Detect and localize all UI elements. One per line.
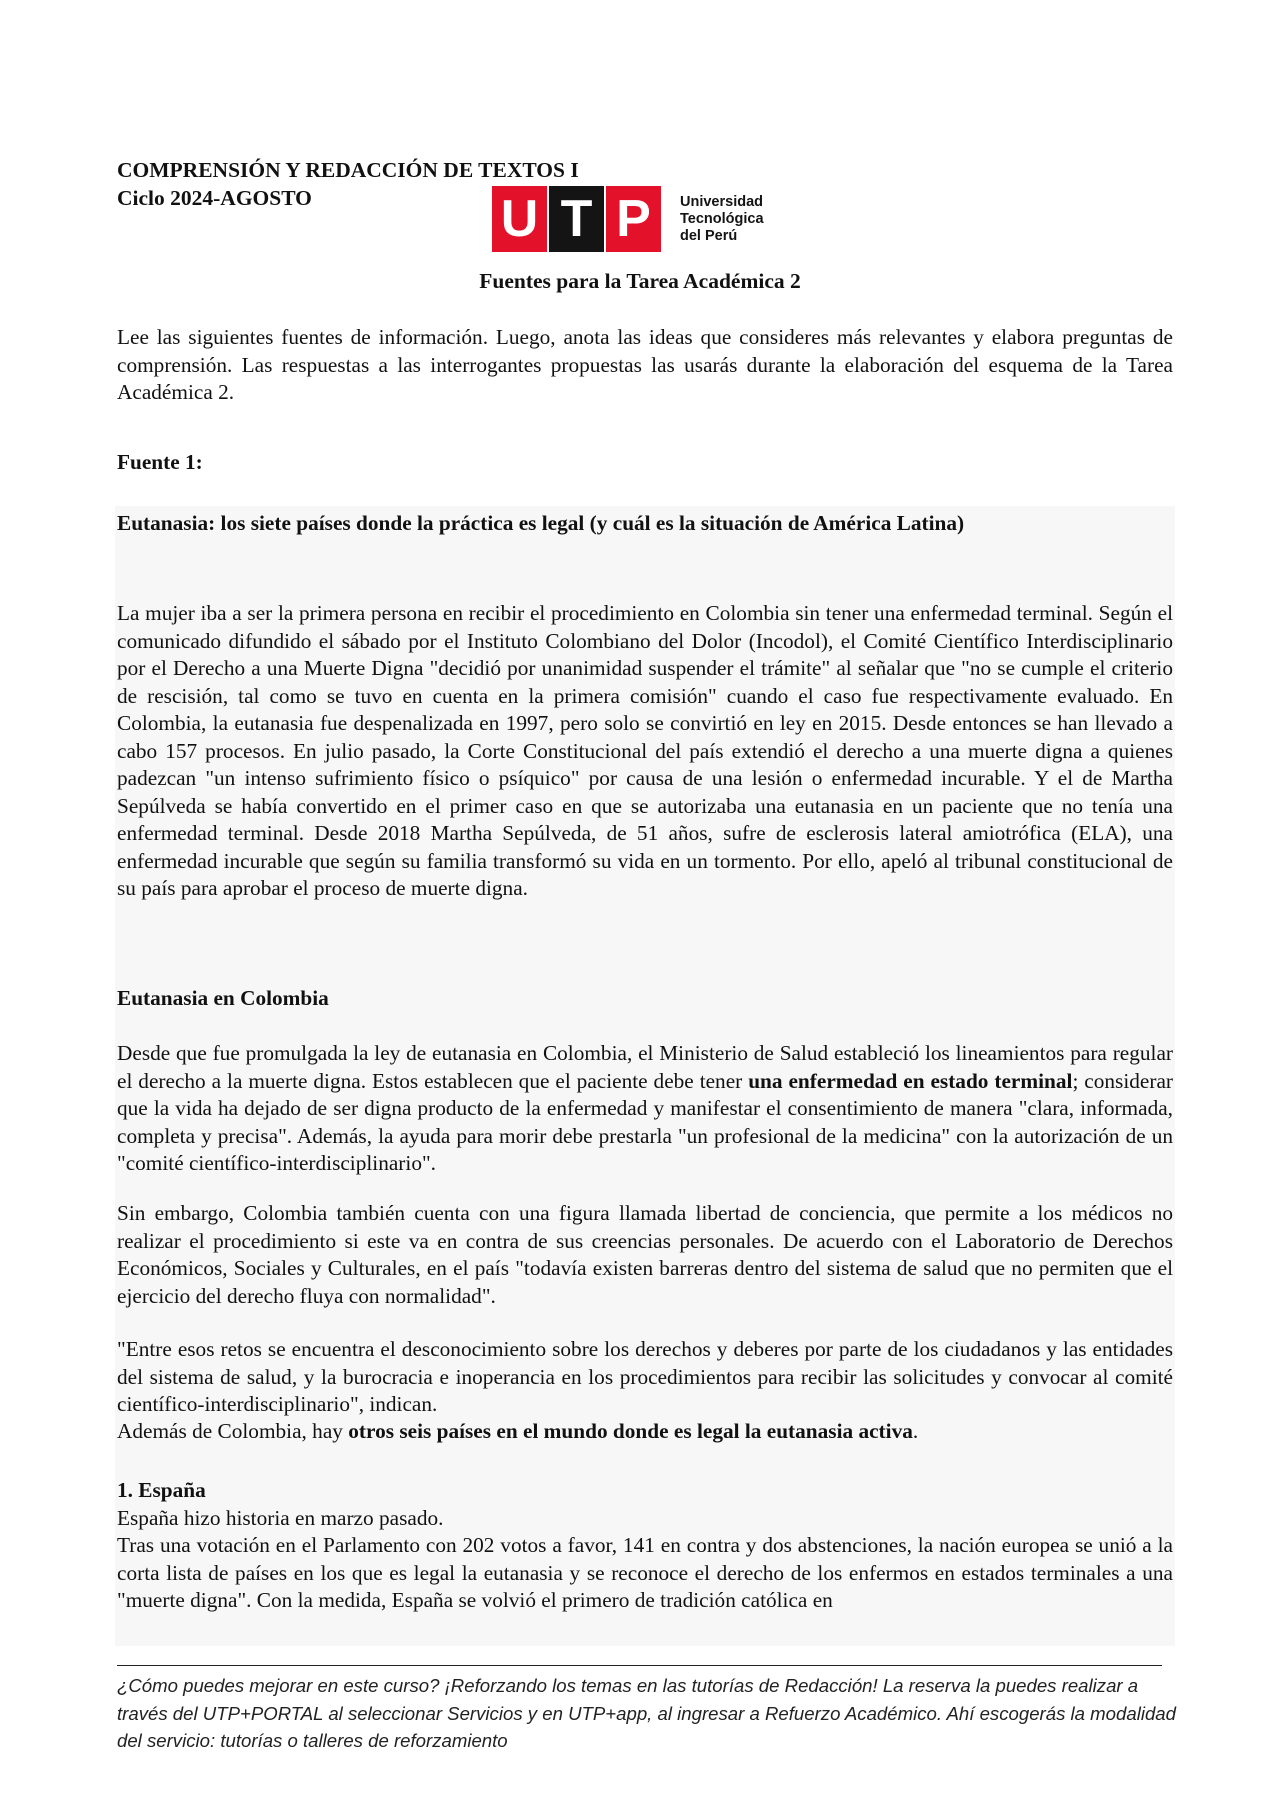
article-paragraph-2 <box>117 1040 1173 1178</box>
footer-note: ¿Cómo puedes mejorar en este curso? ¡Reforzando los temas en las tutorías de Redacción! La reserva la puedes realizar a través del UTP+PORTAL al seleccionar Servicios y en UTP+app, al ingresar a Refuerzo Académico. Ahí escogerás la modalidad del servicio: tutorías o talleres de reforzamiento <box>117 1675 1176 1751</box>
section-heading-spain: 1. España <box>117 1478 206 1502</box>
paragraph-2-emphasis: una enfermedad en estado terminal <box>748 1068 1073 1093</box>
logo-letter-t: T <box>549 186 604 252</box>
article-paragraph-7: Tras una votación en el Parlamento con 202 votos a favor, 141 en contra y dos abstenciones, la nación europea se unió a la corta lista de países en los que es legal la eutanasia y se reconoce el derecho de los enfermos en estados terminales a una "muerte digna". Con la medida, España se volvió el primero de tradición católica en <box>117 1533 1173 1612</box>
article-paragraph-3: Sin embargo, Colombia también cuenta con una figura llamada libertad de conciencia, que permite a los médicos no realizar el procedimiento si este va en contra de sus creencias personales. De acuerdo con el Laboratorio de Derechos Económicos, Sociales y Culturales, en el país "todavía existen barreras dentro del sistema de salud que no permiten que el ejercicio del derecho fluya con normalidad". <box>117 1201 1173 1308</box>
paragraph-2-text-b: ; considerar que la vida ha dejado de ser digna producto de la enfermedad y manifestar el consentimiento de manera "clara, informada, completa y precisa". Además, la ayuda para morir debe prestarla "un profesional de la medicina" con la autorización de un "comité científico-interdisciplinario". <box>117 1068 1173 1175</box>
logo-letter-u: U <box>492 186 547 252</box>
paragraph-5-emphasis: otros seis países en el mundo donde es legal la eutanasia activa <box>348 1419 913 1443</box>
paragraph-5-text-a: Además de Colombia, hay <box>117 1419 349 1443</box>
logo-letter-p: P <box>606 186 661 252</box>
intro-paragraph: Lee las siguientes fuentes de información. Luego, anota las ideas que consideres más relevantes y elabora preguntas de comprensión. Las respuestas a las interrogantes propuestas las usarás durante la elaboración del esquema de la Tarea Académica 2. <box>117 325 1173 404</box>
utp-logo <box>492 186 764 254</box>
document-title: Fuentes para la Tarea Académica 2 <box>479 269 801 293</box>
source-label: Fuente 1: <box>117 450 203 474</box>
course-title: COMPRENSIÓN Y REDACCIÓN DE TEXTOS I <box>117 158 579 182</box>
utp-logo-boxes <box>492 186 661 252</box>
paragraph-2-text-a: Desde que fue promulgada la ley de eutanasia en Colombia, el Ministerio de Salud estableció los lineamientos para regular el derecho a la muerte digna. Estos establecen que el paciente debe tener <box>117 1041 1173 1093</box>
article-title: Eutanasia: los siete países donde la práctica es legal (y cuál es la situación de América Latina) <box>117 511 965 535</box>
logo-name-line-2: Tecnológica <box>680 211 764 227</box>
footer-divider <box>117 1665 1162 1666</box>
article-paragraph-4: "Entre esos retos se encuentra el desconocimiento sobre los derechos y deberes por parte de los ciudadanos y las entidades del sistema de salud, y la burocracia e inoperancia en los procedimientos para recibir las solicitudes y convocar al comité científico-interdisciplinario", indican. <box>117 1337 1173 1416</box>
article-paragraph-6: España hizo historia en marzo pasado. <box>117 1506 444 1530</box>
paragraph-5-text-b: . <box>912 1419 919 1443</box>
article-paragraph-5 <box>117 1418 1173 1446</box>
cycle-label: Ciclo 2024-AGOSTO <box>117 186 312 210</box>
section-heading-colombia: Eutanasia en Colombia <box>117 986 329 1010</box>
logo-name-line-1: Universidad <box>680 194 763 210</box>
logo-university-name <box>680 194 764 245</box>
article-paragraph-1: La mujer iba a ser la primera persona en recibir el procedimiento en Colombia sin tener una enfermedad terminal. Según el comunicado difundido el sábado por el Instituto Colombiano del Dolor (Incodol), el Comité Científico Interdisciplinario por el Derecho a una Muerte Digna "decidió por unanimidad suspender el trámite" al señalar que "no se cumple el criterio de rescisión, tal como se tuvo en cuenta en la primera comisión" cuando el caso fue respectivamente evaluado. En Colombia, la eutanasia fue despenalizada en 1997, pero solo se convirtió en ley en 2015. Desde entonces se han llevado a cabo 157 procesos. En julio pasado, la Corte Constitucional del país extendió el derecho a una muerte digna a quienes padezcan "un intenso sufrimiento físico o psíquico" por causa de una lesión o enfermedad incurable. Y el de Martha Sepúlveda se había convertido en el primer caso en que se autorizaba una eutanasia en un paciente que no tenía una enfermedad terminal. Desde 2018 Martha Sepúlveda, de 51 años, sufre de esclerosis lateral amiotrófica (ELA), una enfermedad incurable que según su familia transformó su vida en un tormento. Por ello, apeló al tribunal constitucional de su país para aprobar el proceso de muerte digna. <box>117 601 1173 900</box>
logo-name-line-3: del Perú <box>680 228 738 244</box>
